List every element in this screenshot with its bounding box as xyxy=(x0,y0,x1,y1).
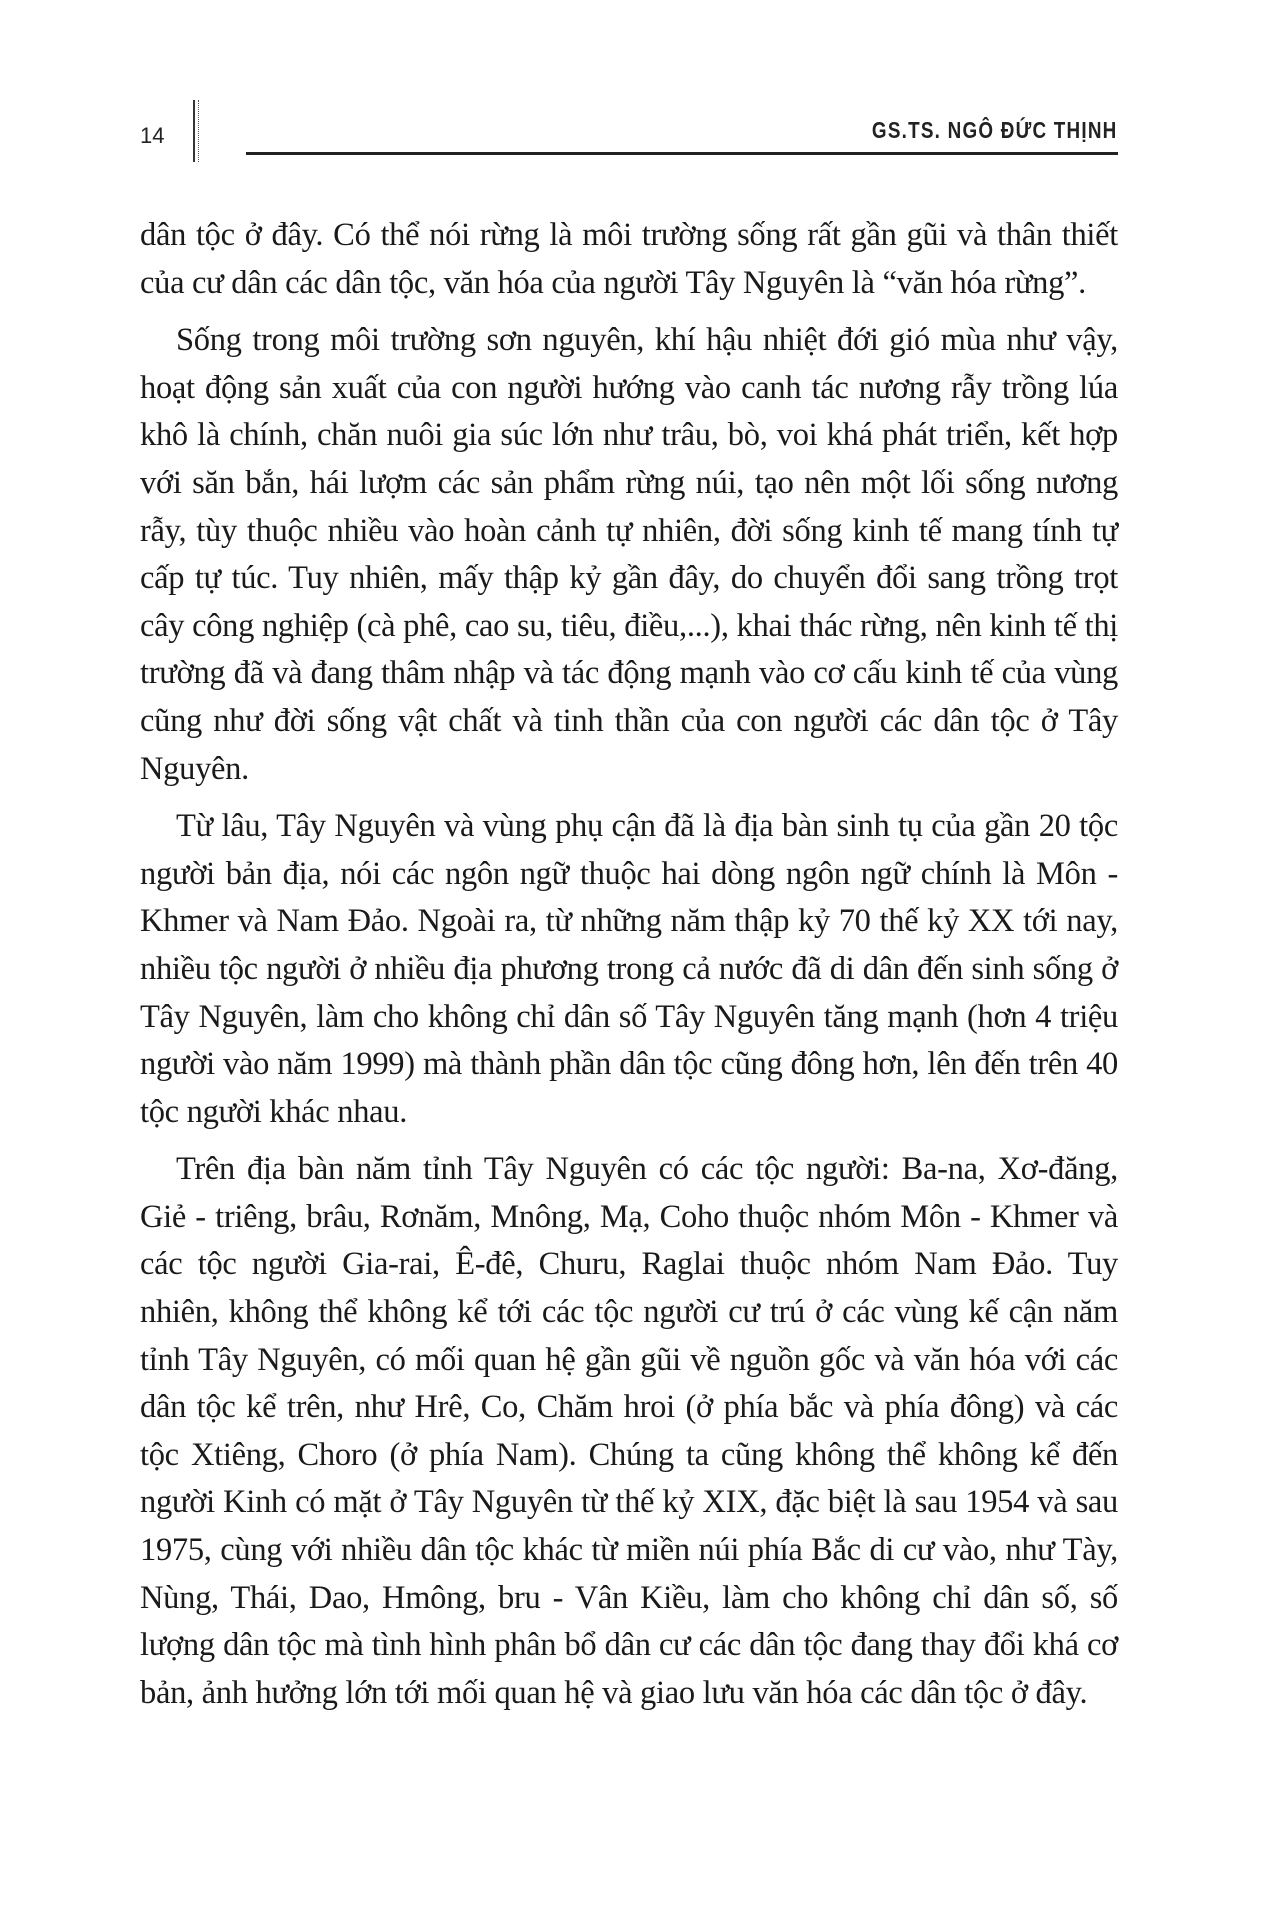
header-vertical-rule xyxy=(193,100,199,162)
paragraph-4: Trên địa bàn năm tỉnh Tây Nguyên có các tộc người: Ba-na, Xơ-đăng, Giẻ - triêng, brâu, Rơnăm, Mnông, Mạ, Coho thuộc nhóm Môn - Khmer và các tộc người Gia-rai, Ê-đê, Churu, Raglai thuộc nhóm Nam Đảo. Tuy nhiên, không thể không kể tới các tộc người cư trú ở các vùng kế cận năm tỉnh Tây Nguyên, có mối quan hệ gần gũi về nguồn gốc và văn hóa với các dân tộc kể trên, như Hrê, Co, Chăm hroi (ở phía bắc và phía đông) và các tộc Xtiêng, Choro (ở phía Nam). Chúng ta cũng không thể không kể đến người Kinh có mặt ở Tây Nguyên từ thế kỷ XIX, đặc biệt là sau 1954 và sau 1975, cùng với nhiều dân tộc khác từ miền núi phía Bắc di cư vào, như Tày, Nùng, Thái, Dao, Hmông, bru - Vân Kiều, làm cho không chỉ dân số, số lượng dân tộc mà tình hình phân bổ dân cư các dân tộc đang thay đổi khá cơ bản, ảnh hưởng lớn tới mối quan hệ và giao lưu văn hóa các dân tộc ở đây. xyxy=(140,1151,1118,1711)
header-horizontal-rule xyxy=(246,152,1118,155)
page-number: 14 xyxy=(140,123,165,148)
paragraph-3: Từ lâu, Tây Nguyên và vùng phụ cận đã là địa bàn sinh tụ của gần 20 tộc người bản địa, nói các ngôn ngữ thuộc hai dòng ngôn ngữ chính là Môn - Khmer và Nam Đảo. Ngoài ra, từ những năm thập kỷ 70 thế kỷ XX tới nay, nhiều tộc người ở nhiều địa phương trong cả nước đã di dân đến sinh sống ở Tây Nguyên, làm cho không chỉ dân số Tây Nguyên tăng mạnh (hơn 4 triệu người vào năm 1999) mà thành phần dân tộc cũng đông hơn, lên đến trên 40 tộc người khác nhau. xyxy=(140,808,1118,1130)
paragraph-2: Sống trong môi trường sơn nguyên, khí hậu nhiệt đới gió mùa như vậy, hoạt động sản xuất của con người hướng vào canh tác nương rẫy trồng lúa khô là chính, chăn nuôi gia súc lớn như trâu, bò, voi khá phát triển, kết hợp với săn bắn, hái lượm các sản phẩm rừng núi, tạo nên một lối sống nương rẫy, tùy thuộc nhiều vào hoàn cảnh tự nhiên, đời sống kinh tế mang tính tự cấp tự túc. Tuy nhiên, mấy thập kỷ gần đây, do chuyển đổi sang trồng trọt cây công nghiệp (cà phê, cao su, tiêu, điều,...), khai thác rừng, nên kinh tế thị trường đã và đang thâm nhập và tác động mạnh vào cơ cấu kinh tế của vùng cũng như đời sống vật chất và tinh thần của con người các dân tộc ở Tây Nguyên. xyxy=(140,322,1118,787)
body-text xyxy=(140,212,1118,1727)
running-head: GS.TS. NGÔ ĐỨC THỊNH xyxy=(872,117,1118,143)
paragraph-1: dân tộc ở đây. Có thể nói rừng là môi trường sống rất gần gũi và thân thiết của cư dân các dân tộc, văn hóa của người Tây Nguyên là “văn hóa rừng”. xyxy=(140,217,1118,301)
